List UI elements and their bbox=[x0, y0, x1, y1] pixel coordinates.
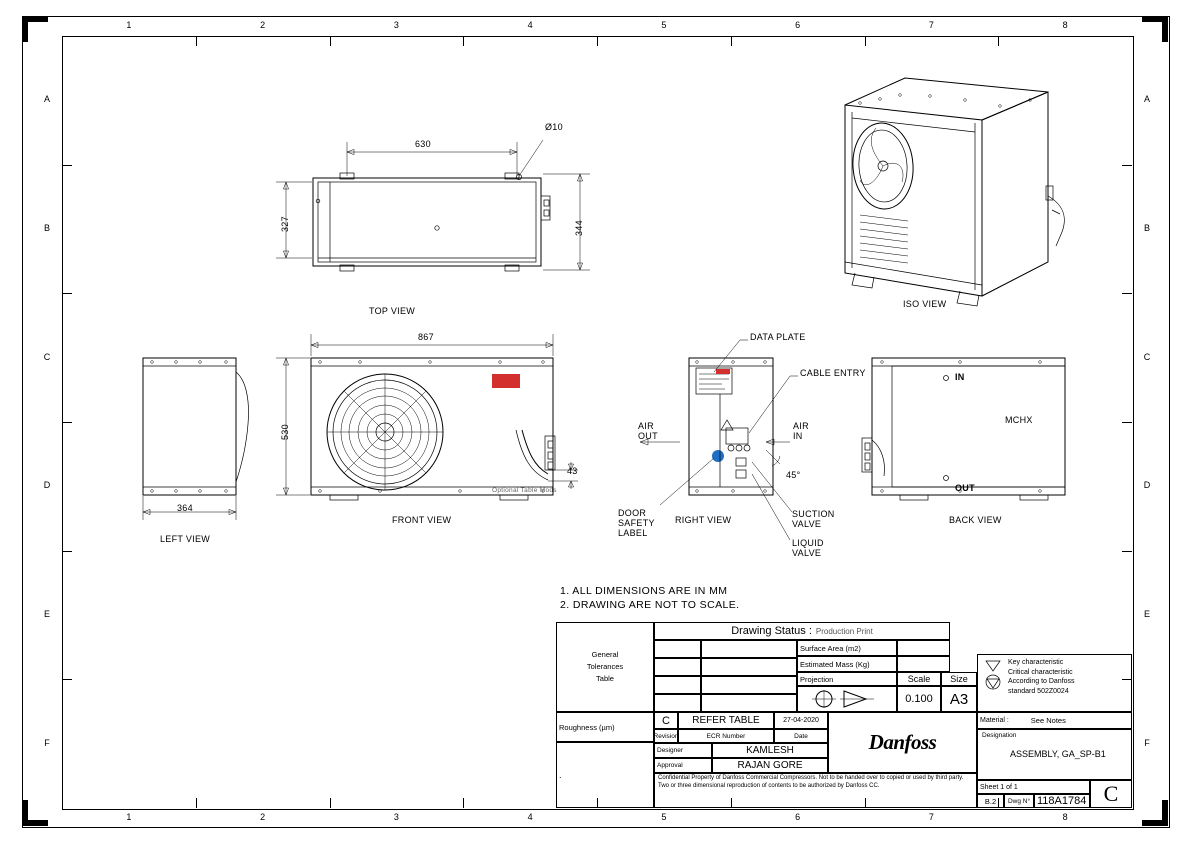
suction-l1: SUCTION bbox=[792, 509, 835, 519]
zone-column-label-1-bottom: 1 bbox=[126, 812, 132, 822]
zone-column-label-5-bottom: 5 bbox=[661, 812, 667, 822]
zone-column-label-7-top: 7 bbox=[928, 20, 934, 30]
drawing-status-label: Drawing Status : bbox=[731, 625, 812, 637]
approval-value-cell bbox=[712, 758, 828, 773]
ecr-label: ECR Number bbox=[706, 732, 746, 740]
characteristics-cell bbox=[977, 654, 1132, 712]
right-view-air-in-label bbox=[793, 421, 809, 441]
designation-label: Designation bbox=[982, 732, 1017, 739]
danfoss-logo: Danfoss bbox=[868, 730, 937, 754]
size-value-cell bbox=[941, 686, 977, 712]
critical-characteristic-label: Critical characteristic bbox=[1008, 668, 1073, 676]
zone-column-label-6-top: 6 bbox=[795, 20, 801, 30]
tol-grid-r2c2 bbox=[701, 658, 797, 676]
note-line-2: 2. DRAWING ARE NOT TO SCALE. bbox=[560, 599, 740, 611]
zone-column-label-4-top: 4 bbox=[527, 20, 533, 30]
date-label-cell bbox=[774, 729, 828, 743]
front-view-dim-867: 867 bbox=[418, 332, 434, 342]
zone-row-label-B-left: B bbox=[43, 223, 50, 233]
zone-row-label-C-right: C bbox=[1143, 351, 1151, 362]
tol-grid-r1c1 bbox=[654, 640, 701, 658]
zone-row-label-D-left: D bbox=[43, 480, 51, 491]
size-label: Size bbox=[950, 674, 968, 684]
zone-column-label-7-bottom: 7 bbox=[928, 812, 934, 822]
right-view-geometry bbox=[640, 340, 798, 540]
zone-column-label-1-top: 1 bbox=[126, 20, 132, 30]
top-view-dim-327: 327 bbox=[280, 216, 290, 232]
drawing-status-cell bbox=[654, 622, 950, 640]
approval-label: Approval bbox=[657, 762, 683, 769]
according-to-label: According to Danfoss bbox=[1008, 678, 1075, 685]
surface-area-label: Surface Area (m2) bbox=[800, 643, 861, 653]
right-view-liquid-valve-label bbox=[792, 538, 824, 558]
gt-l1: General bbox=[591, 650, 619, 659]
iso-view-label: ISO VIEW bbox=[903, 299, 947, 309]
revision-label-cell bbox=[654, 729, 678, 743]
liquid-l1: LIQUID bbox=[792, 538, 824, 548]
first-angle-projection-symbol bbox=[810, 689, 884, 709]
zone-row-label-E-right: E bbox=[1143, 609, 1150, 619]
right-view-label: RIGHT VIEW bbox=[675, 515, 732, 525]
gt-l2: Tolerances bbox=[586, 662, 624, 671]
general-tolerances-cell bbox=[556, 622, 654, 712]
projection-label-cell bbox=[797, 672, 897, 686]
size-label-cell bbox=[941, 672, 977, 686]
left-view-label: LEFT VIEW bbox=[160, 534, 211, 544]
zone-row-label-D-right: D bbox=[1143, 480, 1151, 491]
air-out-line2: OUT bbox=[638, 431, 658, 441]
left-view-geometry bbox=[143, 358, 249, 520]
approval-value: RAJAN GORE bbox=[737, 760, 803, 771]
key-characteristic-label: Key characteristic bbox=[1008, 659, 1064, 666]
zone-column-label-4-bottom: 4 bbox=[527, 812, 533, 822]
right-view-angle-label: 45° bbox=[786, 470, 801, 480]
date-label: Date bbox=[794, 732, 808, 740]
scale-label: Scale bbox=[907, 674, 931, 684]
characteristic-symbols bbox=[982, 658, 1004, 698]
estimated-mass-value-cell bbox=[897, 656, 950, 672]
back-view-mchx-label: MCHX bbox=[1005, 415, 1033, 425]
suction-l2: VALVE bbox=[792, 519, 822, 529]
estimated-mass-label: Estimated Mass (Kg) bbox=[800, 659, 870, 669]
iso-view-geometry bbox=[845, 78, 1064, 306]
note-line-1: 1. ALL DIMENSIONS ARE IN MM bbox=[560, 585, 728, 597]
air-in-line2: IN bbox=[793, 431, 803, 441]
back-view-in-label: IN bbox=[955, 372, 965, 382]
title-block bbox=[556, 622, 1132, 808]
surface-area-value-cell bbox=[897, 640, 950, 656]
scale-value-cell bbox=[897, 686, 941, 712]
zone-row-label-B-right: B bbox=[1143, 223, 1150, 233]
date-value-cell bbox=[774, 712, 828, 729]
dwg-value-cell bbox=[1034, 794, 1090, 808]
zone-row-label-F-right: F bbox=[1144, 737, 1150, 748]
door-label-l2: SAFETY bbox=[618, 518, 655, 528]
rev-big-cell bbox=[1090, 780, 1132, 808]
confidential-note-cell bbox=[654, 773, 977, 808]
zone-column-label-2-top: 2 bbox=[260, 20, 266, 30]
zone-row-label-A-left: A bbox=[43, 94, 50, 105]
left-blank-dot: . bbox=[559, 770, 562, 780]
tol-grid-r4c2 bbox=[701, 694, 797, 712]
air-in-line1: AIR bbox=[793, 421, 809, 431]
material-cell bbox=[977, 712, 1132, 729]
top-view-label: TOP VIEW bbox=[369, 306, 416, 316]
back-view-label: BACK VIEW bbox=[949, 515, 1002, 525]
date-value: 27-04-2020 bbox=[783, 717, 819, 724]
scale-label-cell bbox=[897, 672, 941, 686]
confidential-note: Confidential Property of Danfoss Commercial Compressors. Not to be handed over to copied or used by third party. Two or three dimensional reproduction of contents to be authorized by Danfoss CC. bbox=[658, 775, 964, 789]
zone-row-label-F-left: F bbox=[44, 737, 50, 748]
tol-grid-r3c1 bbox=[654, 676, 701, 694]
size-value: A3 bbox=[949, 690, 969, 708]
approval-label-cell bbox=[654, 758, 712, 773]
projection-label: Projection bbox=[800, 674, 834, 684]
designer-label-cell bbox=[654, 743, 712, 758]
revision-value-cell bbox=[654, 712, 678, 729]
roughness-label: Roughness (µm) bbox=[559, 722, 615, 732]
right-view-cable-entry-label: CABLE ENTRY bbox=[800, 368, 866, 378]
right-view-air-out-label bbox=[638, 421, 658, 441]
door-label-l1: DOOR bbox=[618, 508, 647, 518]
material-value: See Notes bbox=[1030, 716, 1066, 725]
ecr-value: REFER TABLE bbox=[692, 715, 760, 726]
gt-l3: Table bbox=[596, 674, 614, 683]
sheet-label: Sheet 1 of 1 bbox=[980, 783, 1018, 791]
front-view-dim-43: 43 bbox=[567, 466, 578, 476]
air-out-line1: AIR bbox=[638, 421, 654, 431]
front-view-dim-530: 530 bbox=[280, 424, 290, 440]
drawing-status-value: Production Print bbox=[815, 626, 873, 636]
sheet-cell bbox=[977, 780, 1090, 794]
revision-value: C bbox=[662, 714, 670, 727]
tol-grid-r2c1 bbox=[654, 658, 701, 676]
zone-column-label-8-bottom: 8 bbox=[1062, 812, 1068, 822]
tol-grid-r1c2 bbox=[701, 640, 797, 658]
zone-column-label-8-top: 8 bbox=[1062, 20, 1068, 30]
dwg-label-cell bbox=[1004, 794, 1034, 808]
estimated-mass-label-cell bbox=[797, 656, 897, 672]
zone-column-label-2-bottom: 2 bbox=[260, 812, 266, 822]
ecr-value-cell bbox=[678, 712, 774, 729]
surface-area-label-cell bbox=[797, 640, 897, 656]
dwg-label: Dwg N° bbox=[1007, 797, 1031, 805]
revision-label: Revision bbox=[653, 732, 679, 740]
door-label-l3: LABEL bbox=[618, 528, 648, 538]
left-view-dim-364: 364 bbox=[177, 503, 193, 513]
b2-cell bbox=[977, 794, 1004, 808]
front-view-option-note: Optional Table Mods bbox=[492, 487, 557, 494]
left-blank-cell bbox=[556, 742, 654, 808]
rev-big-value: C bbox=[1103, 781, 1119, 806]
zone-column-label-3-top: 3 bbox=[393, 20, 399, 30]
zone-row-label-A-right: A bbox=[1143, 94, 1150, 105]
top-view-dim-630: 630 bbox=[415, 139, 431, 149]
front-view-geometry bbox=[276, 334, 578, 500]
designer-value-cell bbox=[712, 743, 828, 758]
characteristics-text bbox=[1008, 658, 1075, 696]
scale-value: 0.100 bbox=[905, 693, 933, 705]
ecr-label-cell bbox=[678, 729, 774, 743]
top-view-geometry bbox=[276, 140, 590, 271]
zone-column-label-5-top: 5 bbox=[661, 20, 667, 30]
top-view-hole-callout: Ø10 bbox=[545, 122, 563, 132]
right-view-suction-valve-label bbox=[792, 509, 835, 529]
zone-row-label-C-left: C bbox=[43, 351, 51, 362]
roughness-cell bbox=[556, 712, 654, 742]
designation-value: ASSEMBLY, GA_SP-B1 bbox=[1010, 749, 1106, 759]
zone-column-label-3-bottom: 3 bbox=[393, 812, 399, 822]
projection-symbol-cell bbox=[797, 686, 897, 712]
back-view-out-label: OUT bbox=[955, 483, 975, 493]
material-label: Material : bbox=[980, 717, 1009, 724]
designation-cell bbox=[977, 729, 1132, 780]
front-view-label: FRONT VIEW bbox=[392, 515, 452, 525]
liquid-l2: VALVE bbox=[792, 548, 822, 558]
designer-label: Designer bbox=[657, 747, 684, 754]
tol-grid-r4c1 bbox=[654, 694, 701, 712]
standard-label: standard 502Z0024 bbox=[1008, 687, 1069, 695]
company-logo-cell bbox=[828, 712, 977, 773]
zone-column-label-6-bottom: 6 bbox=[795, 812, 801, 822]
b2-value: B.2 bbox=[984, 796, 997, 806]
top-view-dim-344: 344 bbox=[574, 220, 584, 236]
zone-row-label-E-left: E bbox=[43, 609, 50, 619]
right-view-data-plate-label: DATA PLATE bbox=[750, 332, 806, 342]
dwg-value: 118A1784 bbox=[1037, 795, 1087, 807]
tol-grid-r3c2 bbox=[701, 676, 797, 694]
right-view-door-safety-label bbox=[618, 508, 655, 538]
designer-value: KAMLESH bbox=[746, 745, 794, 756]
